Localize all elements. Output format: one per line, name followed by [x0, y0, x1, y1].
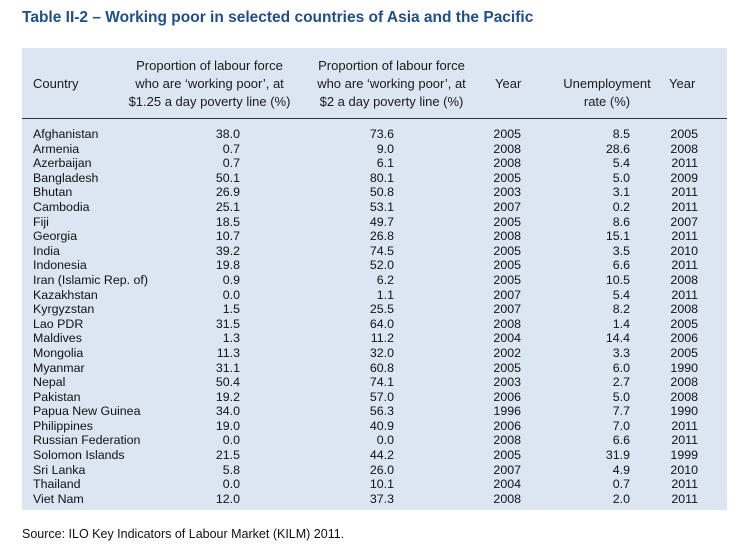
cell-year2: 2011: [671, 199, 698, 214]
cell-year1: 2004: [493, 331, 521, 346]
cell-year1: 2007: [493, 199, 521, 214]
table-header: [22, 48, 727, 118]
cell-p2: 6.1: [376, 156, 394, 171]
header-unemp-line2: rate (%): [583, 94, 631, 109]
cell-p2: 64.0: [369, 316, 394, 331]
cell-year1: 1996: [493, 404, 521, 419]
cell-country: Maldives: [33, 331, 82, 346]
cell-p2: 53.1: [369, 199, 394, 214]
cell-country: Azerbaijan: [33, 156, 92, 171]
cell-year1: 2008: [493, 316, 521, 331]
cell-unemployment: 3.1: [612, 185, 630, 200]
cell-year1: 2004: [493, 477, 521, 492]
table-row: [22, 229, 727, 244]
cell-year1: 2007: [493, 462, 521, 477]
cell-year2: 2005: [670, 345, 698, 360]
cell-p2: 1.1: [376, 287, 394, 302]
cell-year2: 2007: [670, 214, 698, 229]
cell-year1: 2006: [493, 418, 521, 433]
header-country: Country: [33, 76, 79, 91]
cell-p2: 25.5: [369, 302, 394, 317]
table-row: [22, 361, 727, 376]
cell-country: India: [33, 243, 60, 258]
cell-country: Russian Federation: [33, 433, 141, 448]
cell-year1: 2008: [493, 141, 521, 156]
cell-p125: 10.7: [215, 229, 240, 244]
cell-unemployment: 2.0: [612, 491, 630, 506]
table-row: [22, 317, 727, 332]
table-row: [22, 156, 727, 171]
cell-year1: 2008: [493, 229, 521, 244]
cell-year2: 2006: [670, 331, 698, 346]
table-row: [22, 171, 727, 186]
cell-year2: 2011: [671, 433, 698, 448]
cell-year2: 1990: [670, 404, 698, 419]
header-p2-line2: who are ‘working poor’, at: [317, 76, 466, 91]
cell-p2: 74.1: [369, 375, 394, 390]
cell-year2: 1990: [670, 360, 698, 375]
cell-p2: 73.6: [369, 127, 394, 141]
cell-year2: 2008: [670, 389, 698, 404]
cell-country: Sri Lanka: [33, 462, 86, 477]
cell-country: Mongolia: [33, 345, 84, 360]
cell-country: Armenia: [33, 141, 80, 156]
cell-unemployment: 1.4: [612, 316, 630, 331]
cell-p125: 12.0: [215, 491, 240, 506]
cell-p125: 0.0: [222, 477, 240, 492]
table-row: [22, 258, 727, 273]
cell-year1: 2002: [493, 345, 521, 360]
cell-p125: 50.1: [215, 170, 240, 185]
cell-country: Iran (Islamic Rep. of): [33, 272, 148, 287]
cell-p2: 50.8: [369, 185, 394, 200]
cell-unemployment: 6.6: [612, 433, 630, 448]
cell-p2: 9.0: [376, 141, 394, 156]
cell-p125: 19.8: [215, 258, 240, 273]
cell-country: Pakistan: [33, 389, 81, 404]
cell-country: Kazakhstan: [33, 287, 98, 302]
cell-p2: 11.2: [370, 331, 394, 346]
table-row: [22, 273, 727, 288]
cell-year2: 2011: [671, 229, 698, 244]
cell-year2: 2011: [671, 491, 698, 506]
header-p125: [122, 57, 297, 111]
table-body: [22, 127, 727, 506]
cell-country: Bangladesh: [33, 170, 99, 185]
cell-year2: 2011: [671, 258, 698, 273]
table-row: [22, 463, 727, 478]
table-row: [22, 404, 727, 419]
cell-unemployment: 5.4: [612, 156, 630, 171]
header-unemp: [552, 75, 662, 111]
cell-year2: 2011: [671, 477, 698, 492]
cell-p2: 57.0: [369, 389, 394, 404]
table-row: [22, 419, 727, 434]
cell-country: Lao PDR: [33, 316, 84, 331]
cell-p125: 1.3: [222, 331, 240, 346]
cell-year1: 2003: [493, 375, 521, 390]
cell-year2: 2005: [670, 316, 698, 331]
cell-unemployment: 7.7: [612, 404, 630, 419]
cell-p125: 0.7: [222, 141, 240, 156]
cell-year1: 2008: [493, 156, 521, 171]
cell-year1: 2007: [493, 287, 521, 302]
cell-unemployment: 7.0: [612, 418, 630, 433]
cell-p125: 0.7: [222, 156, 240, 171]
cell-p2: 49.7: [369, 214, 394, 229]
table-row: [22, 448, 727, 463]
cell-country: Indonesia: [33, 258, 87, 273]
cell-year2: 2009: [670, 170, 698, 185]
cell-country: Thailand: [33, 477, 81, 492]
cell-unemployment: 6.0: [612, 360, 630, 375]
table-row: [22, 331, 727, 346]
header-year1: Year: [495, 76, 522, 91]
cell-p125: 25.1: [215, 199, 240, 214]
table-row: [22, 142, 727, 157]
cell-p125: 19.2: [215, 389, 240, 404]
cell-year2: 2011: [671, 156, 698, 171]
cell-p2: 80.1: [369, 170, 394, 185]
cell-year2: 2011: [671, 418, 698, 433]
cell-p125: 1.5: [222, 302, 240, 317]
table-row: [22, 185, 727, 200]
cell-unemployment: 15.1: [605, 229, 630, 244]
table-row: [22, 302, 727, 317]
cell-country: Papua New Guinea: [33, 404, 141, 419]
cell-year1: 2005: [493, 127, 521, 141]
cell-p125: 39.2: [215, 243, 240, 258]
cell-p2: 32.0: [369, 345, 394, 360]
cell-year1: 2003: [493, 185, 521, 200]
header-p125-line1: Proportion of labour force: [136, 58, 283, 73]
cell-unemployment: 3.3: [612, 345, 630, 360]
cell-p2: 60.8: [369, 360, 394, 375]
cell-unemployment: 28.6: [605, 141, 630, 156]
cell-year2: 2005: [670, 127, 698, 141]
cell-country: Georgia: [33, 229, 78, 244]
cell-unemployment: 10.5: [605, 272, 630, 287]
cell-p125: 5.8: [222, 462, 240, 477]
cell-country: Myanmar: [33, 360, 85, 375]
cell-year1: 2005: [493, 214, 521, 229]
cell-unemployment: 14.4: [605, 331, 630, 346]
cell-unemployment: 5.4: [612, 287, 630, 302]
cell-country: Cambodia: [33, 199, 90, 214]
cell-p2: 37.3: [369, 491, 394, 506]
cell-year1: 2007: [493, 302, 521, 317]
cell-country: Viet Nam: [33, 491, 84, 506]
cell-country: Fiji: [33, 214, 49, 229]
cell-p2: 40.9: [369, 418, 394, 433]
table-row: [22, 477, 727, 492]
source-note: Source: ILO Key Indicators of Labour Market (KILM) 2011.: [22, 527, 345, 541]
cell-country: Nepal: [33, 375, 66, 390]
cell-year1: 2005: [493, 258, 521, 273]
cell-unemployment: 0.7: [612, 477, 630, 492]
cell-p2: 26.8: [369, 229, 394, 244]
cell-p125: 11.3: [216, 345, 240, 360]
cell-unemployment: 3.5: [612, 243, 630, 258]
cell-p125: 21.5: [215, 448, 240, 463]
cell-year1: 2005: [493, 360, 521, 375]
cell-year2: 2008: [670, 302, 698, 317]
cell-country: Afghanistan: [33, 127, 99, 141]
header-p2-line1: Proportion of labour force: [318, 58, 465, 73]
cell-year1: 2005: [493, 448, 521, 463]
cell-p2: 0.0: [376, 433, 394, 448]
cell-year1: 2005: [493, 170, 521, 185]
cell-p2: 56.3: [369, 404, 394, 419]
cell-unemployment: 8.6: [612, 214, 630, 229]
cell-country: Philippines: [33, 418, 93, 433]
cell-year2: 2008: [670, 272, 698, 287]
cell-unemployment: 8.5: [612, 127, 630, 141]
cell-p2: 26.0: [369, 462, 394, 477]
cell-p125: 50.4: [215, 375, 240, 390]
cell-p2: 10.1: [369, 477, 394, 492]
cell-p125: 19.0: [215, 418, 240, 433]
header-unemp-line1: Unemployment: [563, 76, 651, 91]
cell-unemployment: 8.2: [612, 302, 630, 317]
cell-year2: 2010: [670, 462, 698, 477]
cell-year2: 1999: [670, 448, 698, 463]
cell-year2: 2010: [670, 243, 698, 258]
cell-unemployment: 0.2: [612, 199, 630, 214]
cell-unemployment: 2.7: [612, 375, 630, 390]
header-p2-line3: $2 a day poverty line (%): [319, 94, 464, 109]
cell-country: Bhutan: [33, 185, 73, 200]
cell-year2: 2011: [671, 287, 698, 302]
table-row: [22, 346, 727, 361]
cell-p2: 74.5: [369, 243, 394, 258]
cell-country: Kyrgyzstan: [33, 302, 95, 317]
table-row: [22, 215, 727, 230]
cell-p125: 38.0: [215, 127, 240, 141]
cell-unemployment: 4.9: [612, 462, 630, 477]
table-title: Table II-2 – Working poor in selected countries of Asia and the Pacific: [22, 9, 534, 26]
cell-year2: 2008: [670, 375, 698, 390]
table-row: [22, 375, 727, 390]
cell-p2: 6.2: [376, 272, 394, 287]
cell-p2: 52.0: [369, 258, 394, 273]
table-panel: [22, 48, 727, 510]
cell-country: Solomon Islands: [33, 448, 125, 463]
header-p2: [304, 57, 479, 111]
cell-year1: 2008: [493, 433, 521, 448]
cell-p125: 31.5: [215, 316, 240, 331]
table-row: [22, 288, 727, 303]
cell-unemployment: 6.6: [612, 258, 630, 273]
table-row: [22, 200, 727, 215]
cell-p125: 0.9: [222, 272, 240, 287]
cell-unemployment: 5.0: [612, 170, 630, 185]
cell-p125: 26.9: [215, 185, 240, 200]
table-row: [22, 433, 727, 448]
cell-year1: 2006: [493, 389, 521, 404]
table-row: [22, 492, 727, 507]
table-row: [22, 127, 727, 142]
cell-unemployment: 5.0: [612, 389, 630, 404]
cell-p125: 0.0: [222, 287, 240, 302]
table-row: [22, 390, 727, 405]
cell-p125: 18.5: [215, 214, 240, 229]
cell-year2: 2008: [670, 141, 698, 156]
cell-year1: 2008: [493, 491, 521, 506]
header-rule: [22, 118, 727, 119]
cell-p2: 44.2: [369, 448, 394, 463]
header-p125-line2: who are ‘working poor’, at: [135, 76, 284, 91]
cell-unemployment: 31.9: [605, 448, 630, 463]
header-year2: Year: [669, 76, 696, 91]
table-row: [22, 244, 727, 259]
cell-p125: 0.0: [222, 433, 240, 448]
cell-p125: 31.1: [215, 360, 240, 375]
cell-p125: 34.0: [215, 404, 240, 419]
cell-year1: 2005: [493, 272, 521, 287]
header-p125-line3: $1.25 a day poverty line (%): [128, 94, 291, 109]
cell-year1: 2005: [493, 243, 521, 258]
cell-year2: 2011: [671, 185, 698, 200]
